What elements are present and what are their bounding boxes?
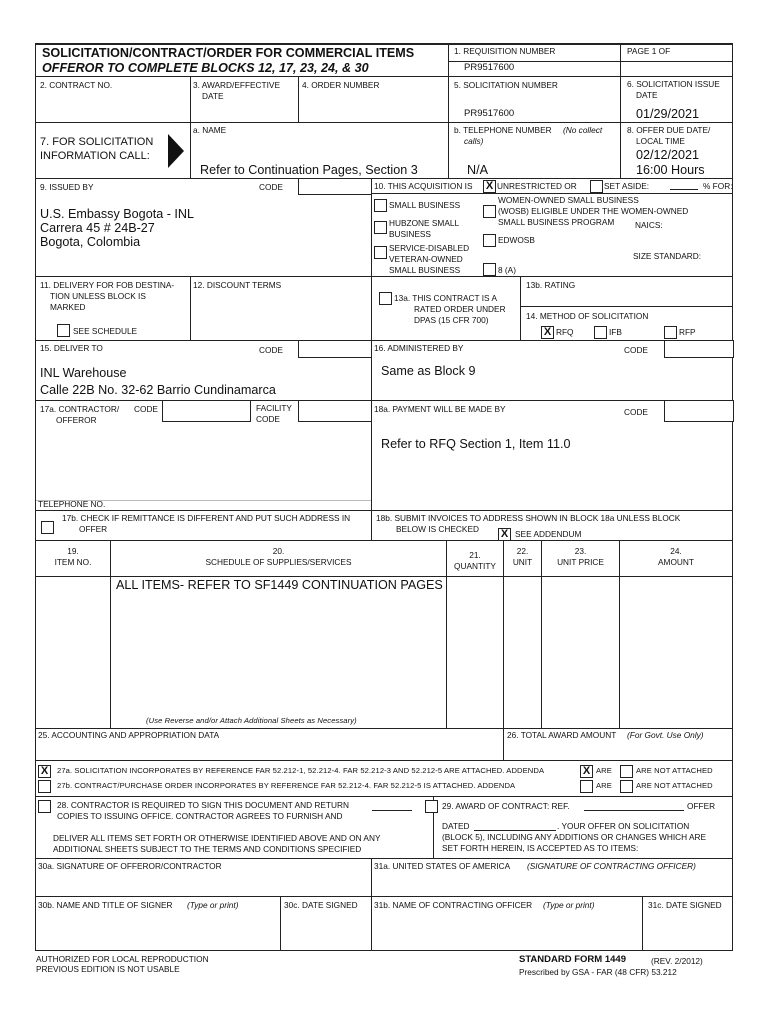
deliver-to-line2: Calle 22B No. 32-62 Barrio Cundinamarca: [40, 383, 276, 397]
delivery-fob-label-2: TION UNLESS BLOCK IS: [50, 291, 146, 301]
unrestricted-checkbox[interactable]: X: [483, 180, 496, 193]
total-award-label: 26. TOTAL AWARD AMOUNT: [507, 730, 617, 740]
method-label: 14. METHOD OF SOLICITATION: [526, 311, 649, 321]
administered-by-value: Same as Block 9: [381, 364, 476, 378]
form-subtitle: OFFEROR TO COMPLETE BLOCKS 12, 17, 23, 24, & 30: [42, 61, 369, 75]
administered-code-label: CODE: [624, 345, 648, 355]
form-name: STANDARD FORM 1449: [519, 954, 626, 965]
rule: [35, 576, 733, 577]
rule: [448, 43, 449, 178]
sdvosb-checkbox[interactable]: [374, 246, 387, 259]
eight-a-label: 8 (A): [498, 265, 516, 275]
col22-label: UNIT: [512, 557, 533, 567]
wosb-checkbox[interactable]: [483, 205, 496, 218]
contractor-label: 17a. CONTRACTOR/: [40, 404, 120, 414]
30b-label: 30b. NAME AND TITLE OF SIGNER: [38, 900, 173, 910]
27a-checkbox[interactable]: X: [38, 765, 51, 778]
contractor-code-field[interactable]: [162, 400, 251, 422]
addendum-label: SEE ADDENDUM: [515, 529, 582, 539]
addendum-checkbox[interactable]: X: [498, 528, 511, 541]
ifb-label: IFB: [609, 327, 622, 337]
remittance-label: 17b. CHECK IF REMITTANCE IS DIFFERENT AND PUT SUCH ADDRESS IN: [62, 513, 351, 523]
27b-are-not-checkbox[interactable]: [620, 780, 633, 793]
rfq-checkbox[interactable]: X: [541, 326, 554, 339]
col19-label: ITEM NO.: [54, 557, 92, 567]
offer-due-date: 02/12/2021: [636, 148, 700, 162]
invoice-label: 18b. SUBMIT INVOICES TO ADDRESS SHOWN IN BLOCK 18a UNLESS BLOCK: [376, 513, 681, 523]
col19-num: 19.: [67, 546, 79, 556]
rule: [35, 400, 733, 401]
solicitation-number-label: 5. SOLICITATION NUMBER: [454, 80, 558, 90]
col20-label: SCHEDULE OF SUPPLIES/SERVICES: [205, 557, 352, 567]
payment-label: 18a. PAYMENT WILL BE MADE BY: [374, 404, 506, 414]
award-date-label: 3. AWARD/EFFECTIVE: [193, 80, 280, 90]
issue-date-label-2: DATE: [636, 90, 658, 100]
rule: [520, 276, 521, 340]
top-border: [35, 43, 733, 45]
31a-label: 31a. UNITED STATES OF AMERICA: [374, 861, 511, 871]
edwosb-label: EDWOSB: [498, 235, 535, 245]
size-standard-label: SIZE STANDARD:: [633, 251, 702, 261]
name-value: Refer to Continuation Pages, Section 3: [200, 163, 418, 177]
hubzone-label-2: BUSINESS: [389, 229, 431, 239]
col24-label: AMOUNT: [658, 557, 694, 567]
page-label: PAGE 1 OF: [627, 46, 671, 56]
27a-are-checkbox[interactable]: X: [580, 765, 593, 778]
rule: [298, 76, 299, 122]
footer-left-2: PREVIOUS EDITION IS NOT USABLE: [36, 964, 180, 974]
col20-num: 20.: [272, 546, 285, 556]
28-text-1: 28. CONTRACTOR IS REQUIRED TO SIGN THIS DOCUMENT AND RETURN: [57, 800, 349, 810]
edwosb-checkbox[interactable]: [483, 234, 496, 247]
col21-num: 21.: [469, 550, 481, 560]
rule: [35, 178, 733, 179]
27b-text: 27b. CONTRACT/PURCHASE ORDER INCORPORATES BY REFERENCE FAR 52.212-4. FAR 52.212-5 IS ATTACHED. ADDENDA: [57, 781, 516, 790]
administered-code-field[interactable]: [664, 340, 734, 358]
phone-note: (No collect: [563, 125, 603, 135]
contract-no-label: 2. CONTRACT NO.: [40, 80, 113, 90]
percent-for-label: % FOR:: [703, 181, 733, 191]
info-call-label-2: INFORMATION CALL:: [40, 150, 150, 162]
requisition-number: PR9517600: [464, 62, 515, 73]
27a-are-label: ARE: [596, 766, 612, 775]
27a-text: 27a. SOLICITATION INCORPORATES BY REFERENCE FAR 52.212-1, 52.212-4. FAR 52.212-3 AND 52.212-5 ARE ATTACHED. ADDENDA: [57, 766, 545, 775]
30c-label: 30c. DATE SIGNED: [284, 900, 358, 910]
wosb-label-3: SMALL BUSINESS PROGRAM: [498, 217, 615, 227]
29-offer: OFFER: [687, 801, 716, 811]
phone-label: b. TELEPHONE NUMBER: [454, 125, 552, 135]
hubzone-label: HUBZONE SMALL: [389, 218, 460, 228]
code-label: CODE: [259, 182, 283, 192]
telephone-label: TELEPHONE NO.: [38, 499, 106, 509]
rfq-label: RFQ: [556, 327, 574, 337]
payment-value: Refer to RFQ Section 1, Item 11.0: [381, 437, 571, 451]
rule: [642, 896, 643, 950]
set-aside-line: [670, 189, 698, 190]
rule: [541, 540, 542, 728]
rule: [35, 950, 733, 951]
rfp-label: RFP: [679, 327, 696, 337]
ifb-checkbox[interactable]: [594, 326, 607, 339]
form-title: SOLICITATION/CONTRACT/ORDER FOR COMMERCIAL ITEMS: [42, 46, 415, 60]
27b-are-checkbox[interactable]: [580, 780, 593, 793]
col24-num: 24.: [670, 546, 682, 556]
payment-code-label: CODE: [624, 407, 648, 417]
requisition-number-label: 1. REQUISITION NUMBER: [454, 46, 556, 56]
28-text-4: ADDITIONAL SHEETS SUBJECT TO THE TERMS AND CONDITIONS SPECIFIED: [53, 844, 362, 854]
27a-are-not-label: ARE NOT ATTACHED: [636, 766, 713, 775]
rule: [35, 276, 733, 277]
prescribed: Prescribed by GSA - FAR (48 CFR) 53.212: [519, 967, 677, 977]
delivery-fob-label: 11. DELIVERY FOR FOB DESTINA-: [40, 280, 175, 290]
issued-by-line2: Carrera 45 # 24B-27: [40, 221, 155, 235]
rfp-checkbox[interactable]: [664, 326, 677, 339]
rule: [35, 540, 733, 541]
wosb-label-2: (WOSB) ELIGIBLE UNDER THE WOMEN-OWNED: [498, 206, 689, 216]
award-date-label-2: DATE: [202, 91, 224, 101]
issued-by-label: 9. ISSUED BY: [40, 182, 94, 192]
issued-by-line1: U.S. Embassy Bogota - INL: [40, 207, 194, 221]
rule: [280, 896, 281, 950]
rule: [732, 43, 733, 950]
rule: [371, 858, 372, 950]
27b-are-not-label: ARE NOT ATTACHED: [636, 781, 713, 790]
administered-by-label: 16. ADMINISTERED BY: [374, 343, 464, 353]
rule: [520, 306, 733, 307]
29-text-4: SET FORTH HEREIN, IS ACCEPTED AS TO ITEMS:: [442, 843, 639, 853]
rated-order-label: 13a. THIS CONTRACT IS A: [394, 293, 497, 303]
rule: [503, 540, 504, 760]
27b-are-label: ARE: [596, 781, 612, 790]
phone-note-2: calls): [464, 136, 484, 146]
31c-label: 31c. DATE SIGNED: [648, 900, 722, 910]
27a-are-not-checkbox[interactable]: [620, 765, 633, 778]
arrow-right-icon: [168, 134, 184, 168]
rated-order-label-2: RATED ORDER UNDER: [414, 304, 506, 314]
offer-due-label: 8. OFFER DUE DATE/: [627, 125, 711, 135]
facility-code-label: FACILITY: [256, 403, 292, 413]
rule: [35, 43, 36, 950]
deliver-to-code-label: CODE: [259, 345, 283, 355]
acquisition-label: 10. THIS ACQUISITION IS: [374, 181, 473, 191]
sdvosb-label-3: SMALL BUSINESS: [389, 265, 461, 275]
rated-order-label-3: DPAS (15 CFR 700): [414, 315, 489, 325]
29-text-2: . YOUR OFFER ON SOLICITATION: [557, 821, 690, 831]
small-business-label: SMALL BUSINESS: [389, 200, 461, 210]
reverse-note: (Use Reverse and/or Attach Additional Sheets as Necessary): [146, 716, 357, 725]
copies-line: [372, 810, 412, 811]
rule: [35, 896, 733, 897]
see-schedule-checkbox[interactable]: [57, 324, 70, 337]
29-text-1: 29. AWARD OF CONTRACT: REF.: [442, 801, 570, 811]
col22-num: 22.: [516, 546, 529, 556]
28-text-2: COPIES TO ISSUING OFFICE. CONTRACTOR AGREES TO FURNISH AND: [57, 811, 343, 821]
rule: [35, 76, 733, 77]
col23-num: 23.: [574, 546, 587, 556]
discount-terms-label: 12. DISCOUNT TERMS: [193, 280, 282, 290]
issue-date-label: 6. SOLICITATION ISSUE: [627, 79, 720, 89]
remittance-label-2: OFFER: [79, 524, 108, 534]
rule: [35, 760, 733, 761]
deliver-to-line1: INL Warehouse: [40, 366, 127, 380]
invoice-label-2: BELOW IS CHECKED: [396, 524, 479, 534]
ref-line: [584, 810, 684, 811]
footer-left-1: AUTHORIZED FOR LOCAL REPRODUCTION: [36, 954, 209, 964]
name-label: a. NAME: [193, 125, 227, 135]
rule: [35, 858, 733, 859]
rule: [190, 76, 191, 178]
contractor-label-2: OFFEROR: [56, 415, 97, 425]
wosb-label: WOMEN-OWNED SMALL BUSINESS: [498, 195, 639, 205]
rule: [190, 276, 191, 340]
order-number-label: 4. ORDER NUMBER: [302, 80, 380, 90]
rated-order-checkbox[interactable]: [379, 292, 392, 305]
info-call-label: 7. FOR SOLICITATION: [40, 136, 154, 148]
phone-value: N/A: [467, 163, 488, 177]
see-schedule-label: SEE SCHEDULE: [73, 326, 138, 336]
schedule-content: ALL ITEMS- REFER TO SF1449 CONTINUATION PAGES: [116, 578, 443, 592]
31b-label: 31b. NAME OF CONTRACTING OFFICER: [374, 900, 533, 910]
rule: [620, 43, 621, 178]
30a-label: 30a. SIGNATURE OF OFFEROR/CONTRACTOR: [38, 861, 222, 871]
31b-note: (Type or print): [543, 900, 595, 910]
hubzone-checkbox[interactable]: [374, 221, 387, 234]
28-text-3: DELIVER ALL ITEMS SET FORTH OR OTHERWISE IDENTIFIED ABOVE AND ON ANY: [53, 833, 381, 843]
sdvosb-label-2: VETERAN-OWNED: [389, 254, 463, 264]
small-business-checkbox[interactable]: [374, 199, 387, 212]
rating-label: 13b. RATING: [526, 280, 576, 290]
eight-a-checkbox[interactable]: [483, 263, 496, 276]
col21-label: QUANTITY: [454, 561, 496, 571]
sdvosb-label: SERVICE-DISABLED: [389, 243, 470, 253]
30b-note: (Type or print): [187, 900, 239, 910]
form-rev: (REV. 2/2012): [651, 956, 703, 966]
issue-date: 01/29/2021: [636, 107, 700, 121]
31a-note: (SIGNATURE OF CONTRACTING OFFICER): [527, 861, 696, 871]
29-dated: DATED: [442, 821, 470, 831]
facility-code-label-2: CODE: [256, 414, 280, 424]
rule: [35, 728, 733, 729]
offer-due-time: 16:00 Hours: [636, 163, 705, 177]
29-checkbox[interactable]: [425, 800, 438, 813]
naics-label: NAICS:: [635, 220, 663, 230]
28-checkbox[interactable]: [38, 800, 51, 813]
total-award-note: (For Govt. Use Only): [627, 730, 704, 740]
delivery-fob-label-3: MARKED: [50, 302, 86, 312]
issued-by-code-field[interactable]: [298, 178, 372, 195]
rule: [35, 340, 733, 341]
rule: [110, 540, 111, 728]
deliver-to-label: 15. DELIVER TO: [40, 343, 103, 353]
rule: [35, 796, 733, 797]
rule: [619, 540, 620, 728]
remittance-checkbox[interactable]: [41, 521, 54, 534]
rule: [35, 510, 733, 511]
offer-due-label-2: LOCAL TIME: [636, 136, 685, 146]
facility-code-field[interactable]: [298, 400, 372, 422]
contractor-code-label: CODE: [134, 404, 158, 414]
rule: [35, 122, 733, 123]
set-aside-label: SET ASIDE:: [604, 181, 650, 191]
rule: [372, 193, 733, 194]
29-text-3: (BLOCK 5), INCLUDING ANY ADDITIONS OR CHANGES WHICH ARE: [442, 832, 707, 842]
set-aside-checkbox[interactable]: [590, 180, 603, 193]
col23-label: UNIT PRICE: [557, 557, 604, 567]
solicitation-number: PR9517600: [464, 108, 515, 119]
rule: [371, 178, 372, 540]
27b-checkbox[interactable]: [38, 780, 51, 793]
accounting-label: 25. ACCOUNTING AND APPROPRIATION DATA: [38, 730, 220, 740]
issued-by-line3: Bogota, Colombia: [40, 235, 141, 249]
unrestricted-label: UNRESTRICTED OR: [497, 181, 577, 191]
payment-code-field[interactable]: [664, 400, 734, 422]
dated-line: [474, 830, 556, 831]
deliver-to-code-field[interactable]: [298, 340, 372, 358]
